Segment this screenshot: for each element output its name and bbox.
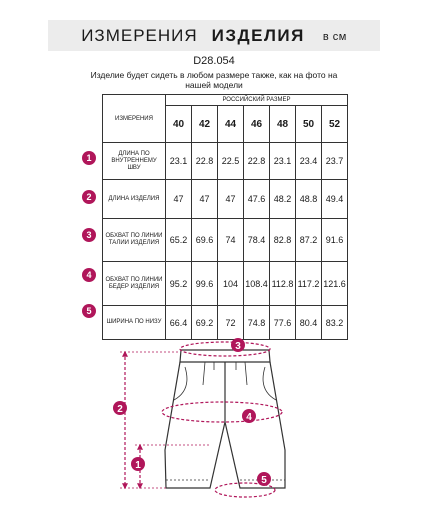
table-cell: 47 xyxy=(166,180,192,219)
measurement-lines xyxy=(125,342,282,497)
table-cell: 49.4 xyxy=(322,180,348,219)
title-item: ИЗДЕЛИЯ xyxy=(211,25,305,45)
marker-2-label: 2 xyxy=(117,404,123,415)
table-cell: 80.4 xyxy=(296,306,322,340)
table-cell: 74 xyxy=(218,219,244,262)
marker-3 xyxy=(231,338,245,352)
russian-size-header: РОССИЙСКИЙ РАЗМЕР xyxy=(166,95,348,106)
title-unit: в см xyxy=(322,31,347,43)
table-cell: 112.8 xyxy=(270,262,296,306)
row-label: ДЛИНА ИЗДЕЛИЯ xyxy=(103,180,166,219)
marker-4-label: 4 xyxy=(246,412,252,423)
row-number-badge: 5 xyxy=(82,304,96,318)
row-number-badge: 3 xyxy=(82,228,96,242)
table-cell: 69.6 xyxy=(192,219,218,262)
table-cell: 23.7 xyxy=(322,143,348,180)
size-header: 44 xyxy=(218,106,244,143)
table-cell: 117.2 xyxy=(296,262,322,306)
row-label: ДЛИНА ПО ВНУТРЕННЕМУ ШВУ xyxy=(103,143,166,180)
table-cell: 95.2 xyxy=(166,262,192,306)
table-cell: 82.8 xyxy=(270,219,296,262)
table-cell: 74.8 xyxy=(244,306,270,340)
marker-1-label: 1 xyxy=(135,460,141,471)
table-cell: 121.6 xyxy=(322,262,348,306)
table-cell: 48.2 xyxy=(270,180,296,219)
table-cell: 78.4 xyxy=(244,219,270,262)
title-banner xyxy=(48,20,380,51)
row-label: ШИРИНА ПО НИЗУ xyxy=(103,306,166,340)
table-cell: 66.4 xyxy=(166,306,192,340)
measure-header: ИЗМЕРЕНИЯ xyxy=(103,95,166,143)
row-number-badge: 1 xyxy=(82,151,96,165)
table-cell: 65.2 xyxy=(166,219,192,262)
marker-5-label: 5 xyxy=(261,475,267,486)
table-cell: 22.5 xyxy=(218,143,244,180)
fit-note: Изделие будет сидеть в любом размере также, как на фото на нашей модели xyxy=(90,70,338,90)
table-cell: 77.6 xyxy=(270,306,296,340)
row-label: ОБХВАТ ПО ЛИНИИ ТАЛИИ ИЗДЕЛИЯ xyxy=(103,219,166,262)
table-cell: 22.8 xyxy=(244,143,270,180)
table-cell: 47.6 xyxy=(244,180,270,219)
table-cell: 99.6 xyxy=(192,262,218,306)
table-cell: 23.1 xyxy=(270,143,296,180)
table-cell: 22.8 xyxy=(192,143,218,180)
table-cell: 69.2 xyxy=(192,306,218,340)
size-header: 40 xyxy=(166,106,192,143)
title-measurements: ИЗМЕРЕНИЯ xyxy=(81,25,198,45)
size-header: 52 xyxy=(322,106,348,143)
size-header: 48 xyxy=(270,106,296,143)
table-cell: 47 xyxy=(192,180,218,219)
table-cell: 108.4 xyxy=(244,262,270,306)
size-header: 50 xyxy=(296,106,322,143)
shorts-diagram xyxy=(0,330,428,510)
table-cell: 48.8 xyxy=(296,180,322,219)
size-header: 46 xyxy=(244,106,270,143)
table-cell: 72 xyxy=(218,306,244,340)
product-code: D28.054 xyxy=(193,55,235,67)
table-cell: 23.4 xyxy=(296,143,322,180)
table-row xyxy=(103,219,348,262)
marker-4 xyxy=(242,409,256,423)
table-cell: 23.1 xyxy=(166,143,192,180)
table-cell: 83.2 xyxy=(322,306,348,340)
table-row xyxy=(103,180,348,219)
row-label: ОБХВАТ ПО ЛИНИИ БЕДЕР ИЗДЕЛИЯ xyxy=(103,262,166,306)
marker-2 xyxy=(113,401,127,415)
table-cell: 47 xyxy=(218,180,244,219)
row-number-badge: 2 xyxy=(82,190,96,204)
marker-1 xyxy=(131,457,145,471)
table-row xyxy=(103,143,348,180)
table-row xyxy=(103,262,348,306)
marker-3-label: 3 xyxy=(235,341,241,352)
table-cell: 87.2 xyxy=(296,219,322,262)
size-header: 42 xyxy=(192,106,218,143)
size-table xyxy=(102,94,348,340)
table-cell: 91.6 xyxy=(322,219,348,262)
row-number-badge: 4 xyxy=(82,268,96,282)
table-cell: 104 xyxy=(218,262,244,306)
marker-5 xyxy=(257,472,271,486)
